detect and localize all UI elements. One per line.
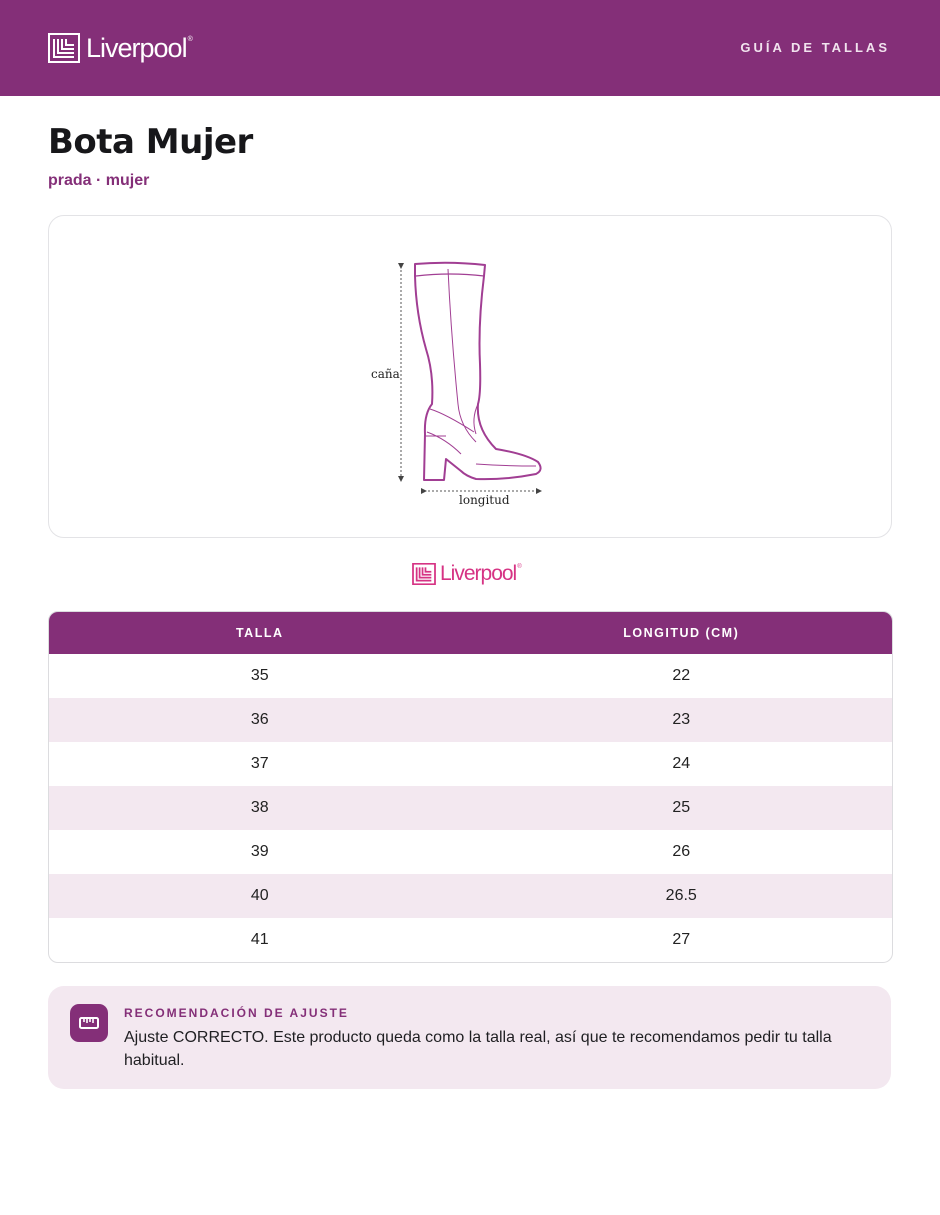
length-cell: 23 [672,711,691,728]
table-row [49,698,892,742]
liverpool-logo-icon [48,33,80,63]
length-cell: 26.5 [665,887,697,904]
product-subtitle: prada · mujer [48,172,150,189]
liverpool-brand-logo [412,560,522,588]
fit-recommendation [48,986,891,1089]
registered-mark: ® [187,35,193,43]
size-cell: 41 [250,931,269,948]
site-header [0,0,940,96]
boot-measurement-diagram [326,254,566,514]
ruler-icon [70,1004,108,1042]
length-cell: 22 [672,667,691,684]
logo-text: Liverpool [440,562,517,585]
size-cell: 39 [250,843,269,860]
boot-outline [415,263,541,480]
table-row [49,786,892,830]
table-row [49,830,892,874]
liverpool-logo[interactable] [48,30,193,66]
liverpool-logo-icon [412,563,436,585]
length-cell: 24 [672,755,691,772]
size-table [48,611,893,963]
shaft-label: caña [371,367,400,381]
product-diagram-card [48,215,892,538]
size-cell: 38 [250,799,269,816]
table-row [49,654,892,698]
column-header-size: TALLA [235,626,284,640]
size-cell: 35 [250,667,269,684]
table-row [49,742,892,786]
size-cell: 40 [250,887,269,904]
table-row [49,874,892,918]
table-row [49,918,892,962]
registered-mark: ® [517,564,522,570]
table-header-row [49,612,892,654]
length-cell: 27 [672,931,691,948]
column-header-length: LONGITUD (CM) [623,626,740,640]
size-cell: 37 [250,755,269,772]
size-guide-link[interactable]: GUÍA DE TALLAS [740,40,890,55]
recommendation-text: Ajuste CORRECTO. Este producto queda como la talla real, así que te recomendamos pedir tu talla habitual. [124,1029,832,1069]
recommendation-title: RECOMENDACIÓN DE AJUSTE [124,1006,349,1020]
page-title: Bota Mujer [48,122,253,162]
length-cell: 25 [672,799,691,816]
length-cell: 26 [672,843,691,860]
length-label: longitud [459,493,510,507]
size-cell: 36 [250,711,269,728]
logo-text: Liverpool [86,32,187,63]
